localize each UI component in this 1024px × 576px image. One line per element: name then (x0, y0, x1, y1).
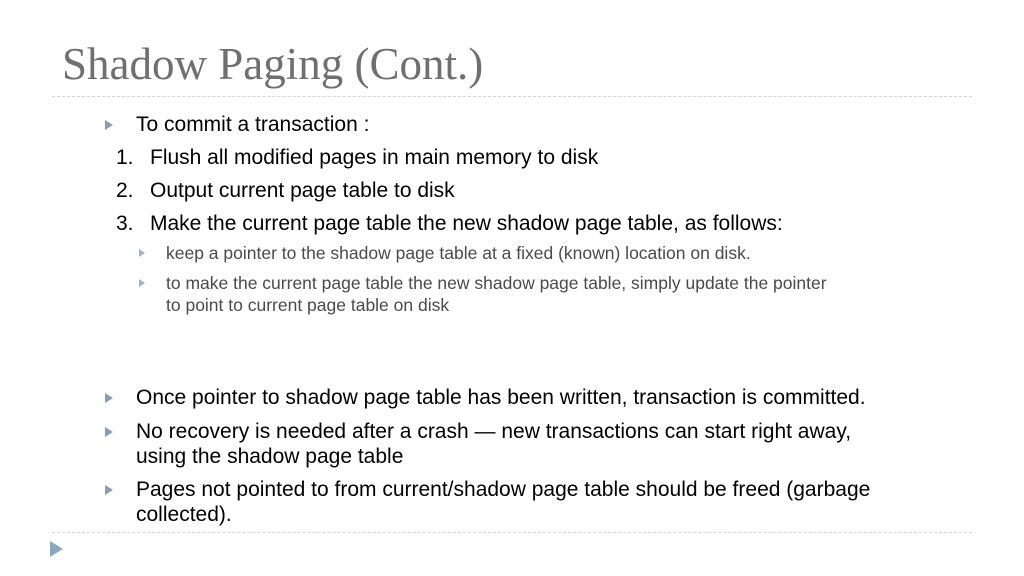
bullet-text: Once pointer to shadow page table has been written, transaction is committed. (136, 386, 866, 409)
triangle-bullet-icon (139, 249, 145, 257)
next-slide-arrow-icon[interactable] (50, 541, 63, 557)
step-number: 2. (116, 179, 134, 202)
sub-point-text: keep a pointer to the shadow page table at a fixed (known) location on disk. (166, 243, 751, 263)
triangle-bullet-icon (105, 427, 113, 437)
title-divider (52, 96, 972, 97)
bullet-text-continued: collected). (136, 503, 232, 526)
bullet-text: No recovery is needed after a crash — new transactions can start right away, (136, 420, 852, 443)
step-text: Flush all modified pages in main memory to disk (150, 146, 599, 169)
triangle-bullet-icon (105, 393, 113, 403)
sub-point-text: to make the current page table the new shadow page table, simply update the pointer (166, 273, 827, 293)
triangle-bullet-icon (105, 485, 113, 495)
footer-divider (52, 532, 972, 533)
step-number: 1. (116, 146, 134, 169)
slide-title: Shadow Paging (Cont.) (62, 39, 484, 89)
triangle-bullet-icon (139, 279, 145, 287)
triangle-bullet-icon (105, 120, 113, 130)
bullet-text-continued: using the shadow page table (136, 445, 404, 468)
step-text: Output current page table to disk (150, 179, 455, 202)
step-number: 3. (116, 212, 134, 235)
commit-intro: To commit a transaction : (136, 113, 370, 136)
bullet-text: Pages not pointed to from current/shadow page table should be freed (garbage (136, 478, 871, 501)
step-text: Make the current page table the new shadow page table, as follows: (150, 212, 783, 235)
sub-point-text-continued: to point to current page table on disk (166, 295, 450, 315)
